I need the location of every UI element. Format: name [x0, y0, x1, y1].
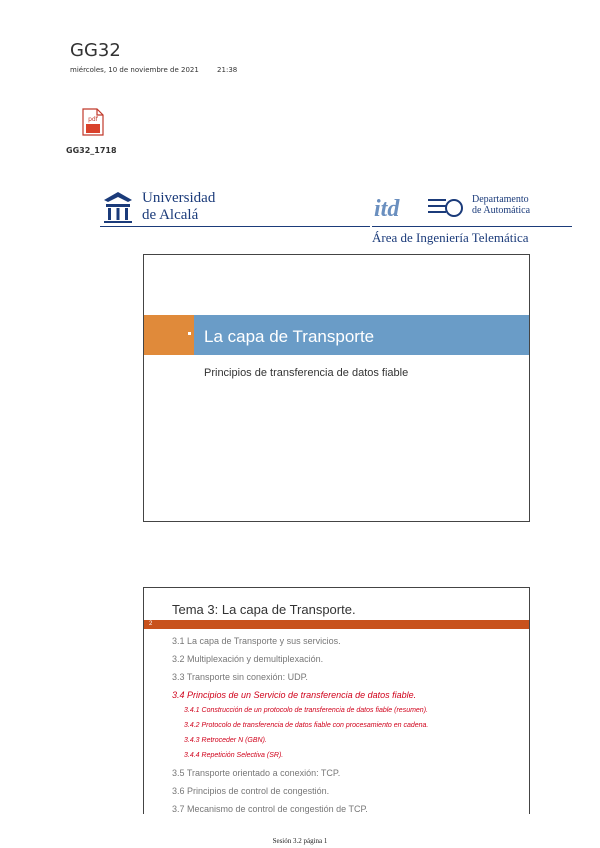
topic-3-4-3: 3.4.3 Retroceder N (GBN). — [184, 737, 267, 744]
page-meta — [70, 66, 237, 74]
page-footer: Sesión 3.2 página 1 — [272, 837, 328, 845]
university-crest-icon — [100, 190, 136, 224]
attachment-name[interactable]: GG32_1718 — [66, 146, 117, 155]
topic-3-4-2: 3.4.2 Protocolo de transferencia de datos fiable con procesamiento en cadena. — [184, 722, 429, 729]
page-title: GG32 — [70, 40, 121, 61]
topic-3-4-4: 3.4.4 Repetición Selectiva (SR). — [184, 752, 284, 759]
slide-1 — [143, 254, 530, 522]
slide-1-subtitle: Principios de transferencia de datos fiable — [204, 367, 409, 379]
page-date: miércoles, 10 de noviembre de 2021 — [70, 66, 199, 74]
slide-2-number: 2 — [149, 621, 153, 627]
topic-3-4-1: 3.4.1 Construcción de un protocolo de transferencia de datos fiable (resumen). — [184, 707, 428, 714]
slide-1-bullet — [188, 332, 191, 335]
page-time: 21:38 — [217, 66, 238, 74]
pdf-icon-label: pdf — [88, 116, 98, 123]
slide-2 — [143, 587, 530, 814]
topic-3-4: 3.4 Principios de un Servicio de transferencia de datos fiable. — [172, 690, 417, 700]
department-name: Departamento de Automática — [472, 194, 531, 216]
area-name: Área de Ingeniería Telemática — [372, 230, 529, 245]
header-divider — [100, 226, 370, 227]
university-name: Universidad de Alcalá — [142, 190, 216, 223]
topic-3-1: 3.1 La capa de Transporte y sus servicios. — [172, 636, 341, 646]
slide-2-title: Tema 3: La capa de Transporte. — [172, 602, 356, 617]
topic-3-3: 3.3 Transporte sin conexión: UDP. — [172, 672, 308, 682]
topic-3-7: 3.7 Mecanismo de control de congestión de TCP. — [172, 804, 368, 814]
department-logo-icon — [372, 190, 467, 224]
pdf-icon[interactable] — [82, 108, 104, 136]
slide-1-accent — [144, 315, 194, 355]
topic-3-2: 3.2 Multiplexación y demultiplexación. — [172, 654, 324, 664]
topic-3-6: 3.6 Principios de control de congestión. — [172, 786, 330, 796]
slide-2-title-bar — [144, 620, 529, 629]
topic-3-5: 3.5 Transporte orientado a conexión: TCP. — [172, 768, 341, 778]
dept-logo-text: itd — [374, 196, 400, 222]
university-logo — [100, 190, 370, 230]
slide-1-title: La capa de Transporte — [204, 327, 375, 346]
dept-divider — [372, 226, 572, 227]
department-logo — [372, 190, 572, 250]
